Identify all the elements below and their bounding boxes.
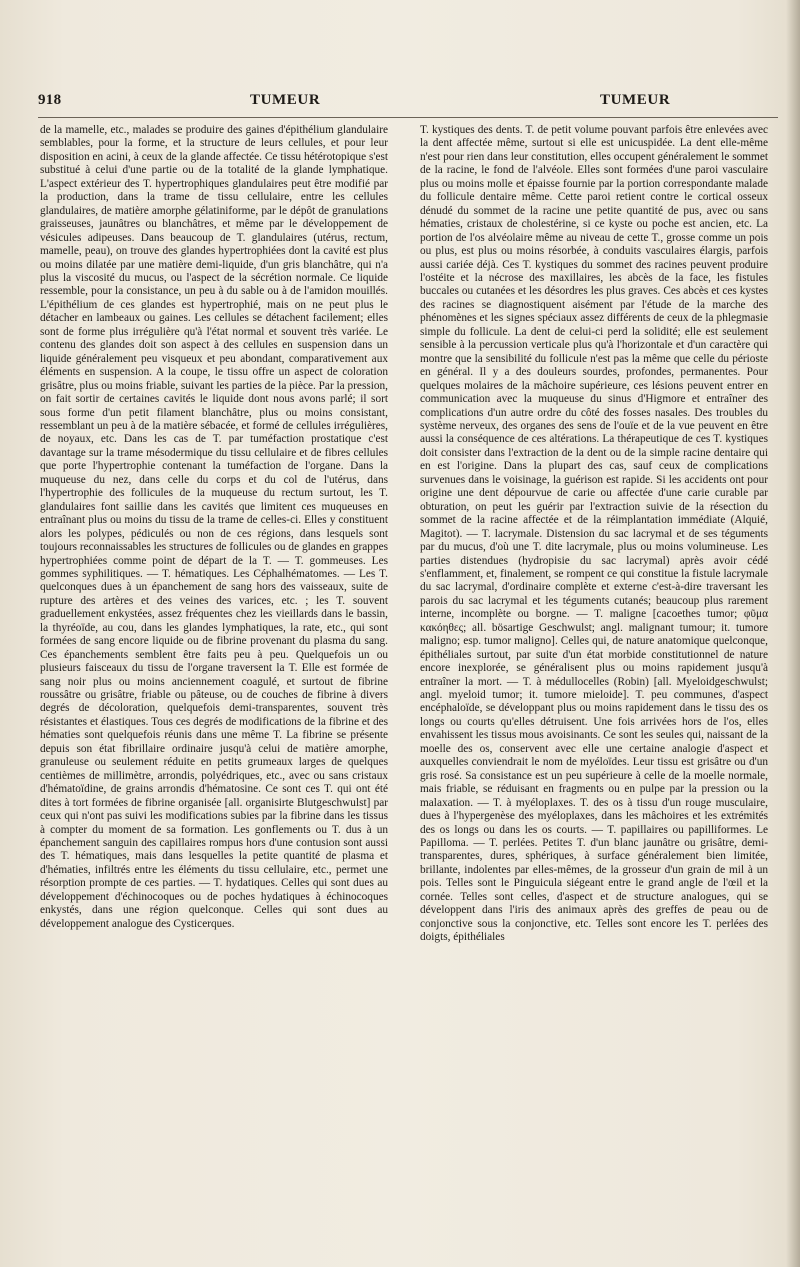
left-column-header: TUMEUR — [250, 92, 321, 108]
running-header — [38, 92, 778, 114]
page-edge-shadow — [786, 0, 800, 1267]
right-column-text: T. kystiques des dents. T. de petit volume pouvant parfois être enlevées avec la dent affectée même, surtout si elle est unicuspidée. La dent elle-même n'est pour rien dans leur constitution, elles occupent généralement le sommet de la racine, le fond de l'alvéole. Elles sont formées d'une paroi vasculaire plus ou moins molle et épaisse fournie par la portion correspondante malade du follicule dentaire même. Cette paroi retient contre le cortical osseux dénudé du sommet de la racine une petite quantité de pus, avec ou sans hématies, cristaux de cholestérine, si ce kyste ou poche est ancien, etc. La portion de l'os alvéolaire même au niveau de cette T., grosse comme un pois ou plus, est plus ou moins résorbée, à conduits vasculaires élargis, parfois aussi cariée déjà. Ces T. kystiques du sommet des racines peuvent produire l'ostéite et la nécrose des maxillaires, les abcès de la face, les fistules buccales ou cutanées et les désordres les plus graves. Ces abcès et ces kystes des racines se diagnostiquent aisément par l'étude de la marche des phénomènes et les signes spéciaux assez différents de ceux de la phlegmasie simple du follicule. La dent de celui-ci perd la solidité; elle est seulement sensible à la percussion verticale plus qu'à l'horizontale et d'un caractère qui montre que la sensibilité du follicule n'est pas la même que celle du périoste en général. Il y a des douleurs sourdes, profondes, permanentes. Pour quelques molaires de la mâchoire supérieure, ces lésions peuvent entrer en communication avec la muqueuse du sinus d'Higmore et entraîner des complications d'un autre ordre du côté des fosses nasales. Des troubles du système nerveux, des organes des sens de l'ouïe et de la vue peuvent en être aussi la conséquence de ces altérations. La thérapeutique de ces T. kystiques doit consister dans l'extraction de la dent ou de la simple racine dentaire qui en est l'origine. Dans la plupart des cas, sauf ceux de complications survenues dans le voisinage, la guérison est rapide. Si les accidents ont pour origine une dent dépourvue de carie ou affectée d'une carie curable par obturation, on peut les guérir par l'extraction suivie de la résection du sommet de la racine affectée et de la réimplantation immédiate (Alquié, Magitot). — T. lacrymale. Distension du sac lacrymal et de ses téguments par du mucus, d'où une T. dite lacrymale, plus ou moins volumineuse. Les parties distendues (hydropisie du sac lacrymal) après avoir cédé s'enflamment, et, finalement, se rompent ce qui constitue la fistule lacrymale du sac lacrymal, d'ordinaire complète et externe c'est-à-dire traversant les parois du sac lacrymal et les téguments cutanés; beaucoup plus rarement interne, incomplète ou borgne. — T. maligne [cacoethes tumor; φῦμα κακόηθες; all. bösartige Geschwulst; angl. malignant tumour; it. tumore maligno; esp. tumor maligno]. Celles qui, de nature anatomique quelconque, épithéliales surtout, par suite d'un état morbide constitutionnel de nature encore inexplorée, se généralisent plus ou moins rapidement jusqu'à entraîner la mort. — T. à médullocelles (Robin) [all. Myeloidgeschwulst; angl. myeloid tumor; it. tumore mieloide]. T. peu communes, d'aspect encéphaloïde, se développant plus ou moins rapidement dans le tissu des os longs ou courts qu'elles détruisent. Une fois arrivées hors de l'os, elles envahissent les tissus mous avoisinants. Ce sont les seules qui, naissant de la moelle des os, conservent avec elle une certaine analogie d'aspect et auxquelles conviendrait le nom de myéloïdes. Leur tissu est grisâtre ou d'un gris rosé. Sa consistance est un peu supérieure à celle de la moelle normale, mais friable, se réduisant en fragments ou en pulpe par la pression ou la malaxation. — T. à myéloplaxes. T. des os à tissu d'un rouge musculaire, dues à l'hypergenèse des myéloplaxes, dans les mâchoires et les extrémités des os longs ou dans les os courts. — T. papillaires ou papilliformes. Le Papilloma. — T. perlées. Petites T. d'un blanc jaunâtre ou grisâtre, demi-transparentes, dures, sphériques, à surface généralement bien limitée, brillante, indolentes par elles-mêmes, de la grosseur d'un grain de mil à un pois. Telles sont le Pinguicula siégeant entre le grand angle de l'œil et la cornée. Telles sont celles, d'aspect et de structure analogues, qui se développent dans l'iris des animaux après des greffes de peau ou de conjonctive sous la conjonctive, etc. Telles sont encore les T. perlées des doigts, épithéliales — [420, 124, 768, 944]
header-rule — [38, 117, 778, 118]
right-column — [420, 124, 768, 945]
left-column — [40, 124, 388, 931]
page-number: 918 — [38, 92, 62, 108]
left-column-text: de la mamelle, etc., malades se produire des gaines d'épithélium glandulaire semblables, pour la forme, et la structure de leurs cellules, et pour leur disposition en acini, à ceux de la glande affectée. Ce tissu hétérotopique s'est substitué à celui d'une partie ou de la totalité de la glande lymphatique. L'aspect extérieur des T. hypertrophiques glandulaires peut être modifié par la production, dans la trame de tissu cellulaire, entre les cellules glandulaires, de matière amorphe gélatiniforme, par le dépôt de granulations graisseuses, jaunâtres ou blanchâtres, et même par le développement de vésicules adipeuses. Dans beaucoup de T. glandulaires (utérus, rectum, mamelle, peau), on trouve des glandes hypertrophiées dont la cavité est plus ou moins dilatée par une matière demi-liquide, d'un gris blanchâtre, qui n'a plus la viscosité du mucus, ou l'aspect de la sécrétion normale. Ce liquide ressemble, pour la consistance, un peu à du sable ou à de l'amidon mouillés. L'épithélium de ces glandes est hypertrophié, mais on ne peut plus le détacher en lambeaux ou gaines. Les cellules se détachent facilement; elles sont de forme plus irrégulière qu'à l'état normal et souvent très variée. Le contenu des glandes doit son aspect à des cellules en suspension dans un liquide généralement peu visqueux et peu abondant, comparativement aux éléments en suspension. A la coupe, le tissu offre un aspect de coloration grisâtre, plus ou moins friable, suivant les parties de la pièce. Par la pression, on fait sortir de certaines cavités le liquide dont nous avons parlé; il sort sous forme d'un petit filament blanchâtre, plus ou moins consistant, ressemblant un peu à de la matière sébacée, et formé de cellules irrégulières, de noyaux, etc. Dans les cas de T. par tuméfaction prostatique c'est davantage sur la trame mésodermique du tissu cellulaire et de fibres cellules que porte l'hypertrophie contenant la tuméfaction de l'organe. Dans la muqueuse du nez, dans celle du corps et du col de l'utérus, dans l'hypertrophie des follicules de la muqueuse du rectum surtout, les T. glandulaires font saillie dans les cavités que limitent ces muqueuses en entraînant plus ou moins du tissu de la trame de celles-ci. Elles y constituent alors les polypes, pédiculés ou non de ces régions, dans lesquels sont toujours reconnaissables les structures de follicules ou de glandes en grappes hypertrophiées comme point de départ de la T. — T. gommeuses. Les gommes syphilitiques. — T. hématiques. Les Céphalhématomes. — Les T. quelconques dues à un épanchement de sang hors des vaisseaux, suite de rupture des artères et des veines des varices, etc. ; les T. souvent graduellement enkystées, assez fréquentes chez les vieillards dans le bassin, la thyréoïde, au cou, dans les glandes lymphatiques, la rate, etc., qui sont formées de sang encore liquide ou de fibrine provenant du plasma du sang. Ces épanchements semblent être faits peu à peu. Quelquefois un ou plusieurs faisceaux du tissu de l'organe traversent la T. Elle est formée de sang noir plus ou moins anciennement coagulé, et surtout de fibrine roussâtre ou grisâtre, friable ou pâteuse, ou de couches de fibrine à divers degrés de décoloration, quelquefois demi-transparentes, souvent très résistantes et élastiques. Tous ces degrés de modifications de la fibrine et des hématies sont quelquefois réunis dans une même T. La fibrine se présente depuis son état fibrillaire ordinaire jusqu'à celui de matière amorphe, granuleuse ou seulement réduite en petits grumeaux larges de quelques centièmes de millimètre, arrondis, polyédriques, etc., avec ou sans cristaux d'hématoïdine, de grains arrondis d'hématosine. Ce sont ces T. qui ont été dites à tort formées de fibrine organisée [all. organisirte Blutgeschwulst] par ceux qui n'ont pas suivi les modifications subies par la fibrine dans les tissus à compter du moment de sa formation. Les gonflements ou T. dus à un épanchement sanguin des capillaires rompus hors d'une contusion sont aussi des T. hématiques, mais dans lesquelles la petite quantité de plasma et d'hématies, infiltrés entre les éléments du tissu cellulaire, etc., permet une résorption prompte de ces parties. — T. hydatiques. Celles qui sont dues au développement d'échinocoques ou de poches hydatiques à échinocoques enkystés, dans une région quelconque. Celles qui sont dues au développement analogue des Cysticerques. — [40, 124, 388, 930]
right-column-header: TUMEUR — [600, 92, 671, 108]
